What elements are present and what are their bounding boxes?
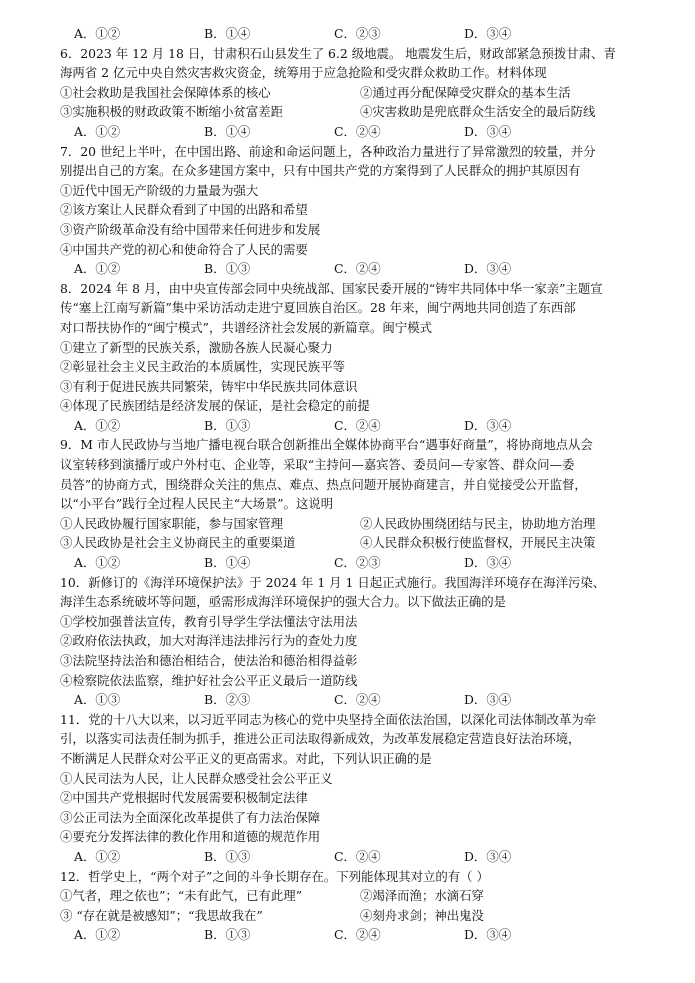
q9-statements-row (60, 514, 660, 534)
q8-statement-2: ②彰显社会主义民主政治的本质属性，实现民族平等 (60, 359, 345, 375)
q8-option-b: B．①③ (204, 417, 251, 433)
question-6 (60, 44, 660, 142)
q8-options (60, 416, 660, 436)
question-12 (60, 867, 660, 945)
q8-option-d: D．③④ (464, 417, 512, 433)
q6-options (60, 122, 660, 142)
q8-statement-1: ①建立了新型的民族关系，激励各族人民凝心聚力 (60, 339, 333, 355)
q6-statements-row (60, 102, 660, 122)
q8-option-a: A．①② (74, 417, 121, 433)
q11-option-c: C．②④ (334, 848, 381, 864)
q6-statement-4: ④灾害救助是兜底群众生活安全的最后防线 (360, 104, 596, 120)
q12-statement-4: ④刻舟求剑；神出鬼没 (360, 907, 484, 923)
q7-options (60, 259, 660, 279)
q12-stem-line: 12．哲学史上，“两个对子”之间的斗争长期存在。下列能体现其对立的有（ ） (60, 868, 489, 884)
q6-stem-line: 6．2023 年 12 月 18 日，甘肃积石山县发生了 6.2 级地震。 地震发生后，财政部紧急预拨甘肃、青 (60, 45, 616, 61)
q10-stem-line: 10．新修订的《海洋环境保护法》于 2024 年 1 月 1 日起正式施行。我国海洋环境存在海洋污染、 (60, 574, 606, 590)
question-10 (60, 573, 660, 710)
q12-statements-row (60, 906, 660, 926)
q7-stem-line: 7．20 世纪上半叶，在中国出路、前途和命运问题上，各种政治力量进行了异常激烈的较量，并分 (60, 143, 596, 159)
question-9 (60, 435, 660, 572)
q8-statement-3: ③有利于促进民族共同繁荣，铸牢中华民族共同体意识 (60, 378, 358, 394)
question-11 (60, 710, 660, 867)
q11-stem-line: 不断满足人民群众对公平正义的更高需求。对此，下列认识正确的是 (60, 750, 432, 766)
q9-stem-line: 9．M 市人民政协与当地广播电视台联合创新推出全媒体协商平台“遇事好商量”，将协商地点从会 (60, 437, 593, 453)
q10-statement-4: ④检察院依法监察，维护好社会公平正义最后一道防线 (60, 672, 358, 688)
question-7 (60, 142, 660, 279)
q11-statement-4: ④要充分发挥法律的教化作用和道德的规范作用 (60, 829, 321, 845)
q10-statement-3: ③法院坚持法治和德治相结合，使法治和德治相得益彰 (60, 653, 358, 668)
q6-stem-line: 海两省 2 亿元中央自然灾害救灾资金，统筹用于应急抢险和受灾群众救助工作。材料体现 (60, 65, 547, 81)
q7-option-d: D．③④ (464, 261, 512, 277)
q10-statement-1: ①学校加强普法宣传，教育引导学生学法懂法守法用法 (60, 613, 358, 629)
q10-option-b: B．②③ (204, 692, 251, 708)
q9-statement-3: ③人民政协是社会主义协商民主的重要渠道 (60, 535, 296, 551)
q7-option-c: C．②④ (334, 261, 381, 277)
q6-option-d: D．③④ (464, 123, 512, 139)
q11-statement-1: ①人民司法为人民，让人民群众感受社会公平正义 (60, 770, 333, 786)
q11-option-d: D．③④ (464, 848, 512, 864)
q7-statement-4: ④中国共产党的初心和使命符合了人民的需要 (60, 241, 308, 257)
q8-statement-4: ④体现了民族团结是经济发展的保证，是社会稳定的前提 (60, 398, 370, 414)
q9-option-a: A．①② (74, 555, 121, 571)
q5-option-c: C．②③ (334, 26, 381, 41)
q11-options (60, 847, 660, 867)
q12-statements-row (60, 886, 660, 906)
q8-stem-line: 对口帮扶协作的“闽宁模式”，共谱经济社会发展的新篇章。闽宁模式 (60, 319, 432, 335)
q12-options (60, 925, 660, 945)
q9-statement-4: ④人民群众积极行使监督权，开展民主决策 (360, 535, 596, 551)
q10-options (60, 690, 660, 710)
q6-statements-row (60, 83, 660, 103)
q11-option-b: B．①③ (204, 848, 251, 864)
q9-stem-line: 议室转移到演播厅或户外村屯、企业等，采取“主持问—嘉宾答、委员问—专家答、群众问—委 (60, 457, 575, 473)
q11-statement-2: ②中国共产党根据时代发展需要积极制定法律 (60, 790, 308, 806)
q10-option-a: A．①③ (74, 692, 121, 708)
q12-option-d: D．③④ (464, 927, 512, 943)
q7-statement-2: ②该方案让人民群众看到了中国的出路和希望 (60, 202, 308, 218)
q10-option-c: C．②④ (334, 692, 381, 708)
q9-stem-line: 员答”的协商方式，围绕群众关注的焦点、难点、热点问题开展协商建言，并自觉接受公开监督， (60, 476, 587, 492)
q7-statement-3: ③资产阶级革命没有给中国带来任何进步和发展 (60, 221, 321, 237)
q9-statement-2: ②人民政协围绕团结与民主，协助地方治理 (360, 515, 596, 531)
q10-statement-2: ②政府依法执政，加大对海洋违法排污行为的查处力度 (60, 633, 358, 649)
q8-option-c: C．②④ (334, 417, 381, 433)
q11-stem-line: 引，以落实司法责任制为抓手，推进公正司法取得新成效，为改革发展稳定营造良好法治环境， (60, 731, 581, 747)
q12-option-a: A．①② (74, 927, 121, 943)
q6-statement-1: ①社会救助是我国社会保障体系的核心 (60, 84, 271, 100)
q12-option-c: C．②④ (334, 927, 381, 943)
q6-statement-2: ②通过再分配保障受灾群众的基本生活 (360, 84, 571, 100)
q9-statements-row (60, 533, 660, 553)
q11-option-a: A．①② (74, 848, 121, 864)
q10-stem-line: 海洋生态系统破坏等问题，亟需形成海洋环境保护的强大合力。以下做法正确的是 (60, 594, 507, 610)
q6-option-c: C．②④ (334, 123, 381, 139)
q7-stem-line: 别提出自己的方案。在众多建国方案中，只有中国共产党的方案得到了人民群众的拥护其原因有 (60, 163, 581, 179)
q5-option-a: A．①② (74, 26, 121, 41)
exam-page (60, 24, 660, 945)
q5-option-b: B．①④ (204, 26, 251, 41)
q12-statement-2: ②竭泽而渔；水滴石穿 (360, 888, 484, 904)
q12-statement-1: ①气者，理之依也”；“未有此气，已有此理” (60, 888, 303, 904)
question-8 (60, 279, 660, 436)
q11-statement-3: ③公正司法为全面深化改革提供了有力法治保障 (60, 809, 321, 825)
q9-statement-1: ①人民政协履行国家职能，参与国家管理 (60, 515, 284, 531)
q9-option-c: C．②③ (334, 555, 381, 571)
q6-option-a: A．①② (74, 123, 121, 139)
q11-stem-line: 11．党的十八大以来，以习近平同志为核心的党中央坚持全面依法治国，以深化司法体制改革为牵 (60, 711, 597, 727)
q5-options (60, 24, 660, 44)
q8-stem-line: 传“塞上江南写新篇”集中采访活动走进宁夏回族自治区。28 年来，闽宁两地共同创造了东西部 (60, 300, 576, 316)
q7-option-b: B．①③ (204, 261, 251, 277)
q6-option-b: B．①④ (204, 123, 251, 139)
q9-option-b: B．①④ (204, 555, 251, 571)
q9-option-d: D．③④ (464, 555, 512, 571)
q7-statement-1: ①近代中国无产阶级的力量最为强大 (60, 182, 259, 198)
q8-stem-line: 8．2024 年 8 月，由中央宣传部会同中央统战部、国家民委开展的“铸牢共同体中华一家亲”主题宣 (60, 280, 603, 296)
q9-options (60, 553, 660, 573)
q6-statement-3: ③实施积极的财政政策不断缩小贫富差距 (60, 104, 284, 120)
q12-option-b: B．①③ (204, 927, 251, 943)
q5-option-d: D．③④ (464, 26, 512, 41)
q9-stem-line: 以“小平台”践行全过程人民民主“大场景”。这说明 (60, 496, 334, 512)
q7-option-a: A．①② (74, 261, 121, 277)
q10-option-d: D．③④ (464, 692, 512, 708)
q12-statement-3: ③ “存在就是被感知”；“我思故我在” (60, 907, 263, 923)
